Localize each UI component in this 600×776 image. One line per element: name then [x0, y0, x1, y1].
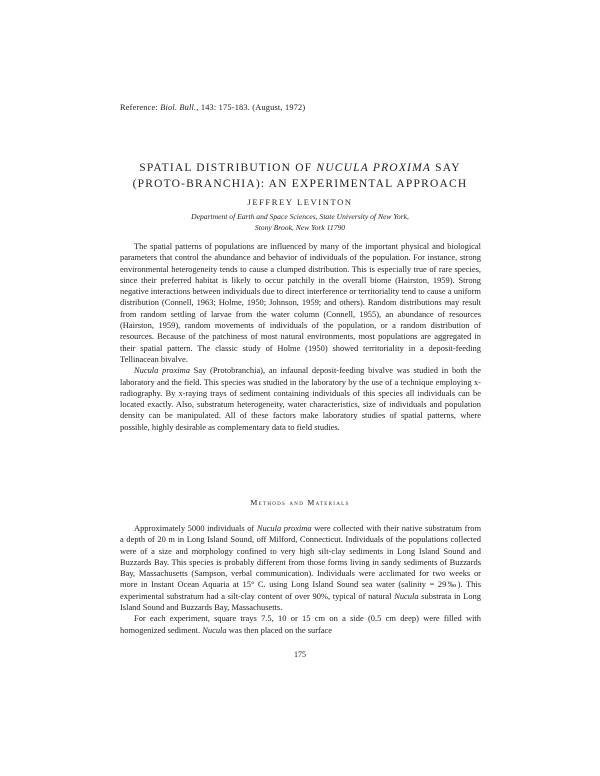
- author-name: JEFFREY LEVINTON: [247, 197, 353, 207]
- paragraph-2-text: Say (Protobranchia), an infaunal deposit-feeding bivalve was studied in both the laboratory and the field. This species was studied in the laboratory by the use of a technique employing x-radiography. By x-raying trays of sediment containing individuals of this species all individuals can be located exactly. Also, substratum heterogeneity, water characteristics, size of individuals and population density can be manipulated. All of these factors make laboratory studies of spatial patterns, where possible, highly desirable as complementary data to field studies.: [120, 365, 481, 432]
- section-heading-methods: Methods and Materials: [250, 498, 350, 507]
- affiliation-line-1: Department of Earth and Space Sciences, State University of New York,: [191, 212, 409, 221]
- title-part-1: SPATIAL DISTRIBUTION OF: [139, 162, 313, 174]
- paragraph-3-end: were collected with their native substratum from a depth of 20 m in Long Island Sound, off Milford, Connecticut. Individuals of the populations collected were of a size and morphology confined to very high silt-clay sediments in Long Island Sound and Buzzards Bay. This species is probably different from those forms living in sandy sediments of Buzzards Bay, Massachusetts (Sampson, verbal communication). Individuals were acclimated for two weeks or more in Instant Ocean Aquaria at 15° C. using Long Island Sound sea water (salinity = 29‰). This experimental substratum had a silt-clay content of over 90%, typical of natural: [120, 523, 482, 601]
- paragraph-3-genus: Nucula: [394, 590, 419, 601]
- author-affiliation: [118, 211, 482, 233]
- reference-citation: 143: 175-183. (August, 1972): [200, 103, 306, 112]
- paragraph-4: [120, 613, 481, 636]
- methods-body: [120, 523, 481, 636]
- paragraph-3: [120, 523, 481, 613]
- paragraph-2-species: Nucula proxima: [134, 365, 190, 376]
- reference-journal: Biol. Bull.,: [160, 103, 199, 112]
- title-species: NUCULA PROXIMA: [316, 162, 432, 174]
- page-number: 175: [294, 650, 306, 659]
- affiliation-line-2: Stony Brook, New York 11790: [254, 223, 346, 232]
- title-part-2: SAY (PROTO-BRANCHIA): AN EXPERIMENTAL APPROACH: [132, 162, 468, 190]
- paragraph-4-end: was then placed on the surface: [228, 624, 333, 635]
- paragraph-3-tail: substrata in Long Island Sound and Buzzards Bay, Massachusetts.: [120, 590, 481, 613]
- paragraph-2: [120, 365, 481, 433]
- paragraph-4-start: For each experiment, square trays 7.5, 10 or 15 cm on a side (0.5 cm deep) were filled with homogenized sediment.: [120, 613, 481, 635]
- paragraph-1: The spatial patterns of populations are influenced by many of the important physical and biological parameters that control the abundance and behavior of individuals of the population. For instance, strong environmental heterogeneity tends to cause a clumped distribution. This is especially true of rare species, since their preferred habitat is likely to occur patchily in the overall biome (Hairston, 1959). Strong negative interactions between individuals due to direct interference or territoriality tend to cause a uniform distribution (Connell, 1963; Holme, 1950; Johnson, 1959; and others). Random distributions may result from random settling of larvae from the water column (Connell, 1955), an abundance of resources (Hairston, 1959), random movements of individuals of the population, or a random distribution of resources. Because of the patchiness of most natural environments, most populations are aggregated in their spatial pattern. The classic study of Holme (1950) showed territoriality in a deposit-feeding Tellinacean bivalve.: [120, 241, 481, 364]
- paragraph-4-genus: Nucula: [202, 624, 227, 635]
- reference-line: [120, 103, 305, 112]
- reference-label: Reference:: [120, 103, 158, 112]
- paragraph-3-start: Approximately 5000 individuals of: [134, 523, 255, 533]
- introduction-body: [120, 241, 481, 433]
- paper-title: [118, 160, 482, 192]
- paragraph-3-species: Nucula proxima: [256, 523, 312, 533]
